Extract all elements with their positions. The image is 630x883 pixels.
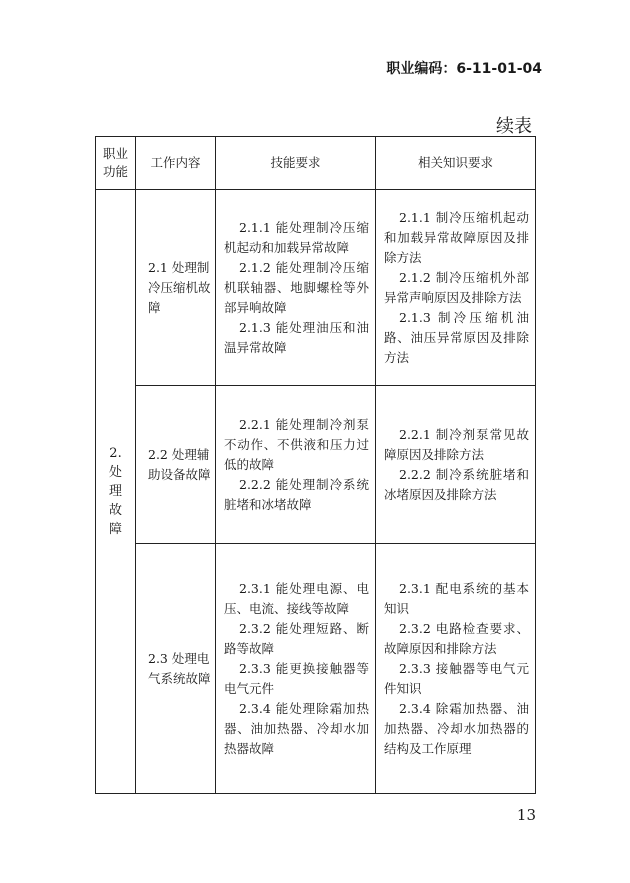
function-cell: [96, 190, 136, 794]
skill-item: 2.1.2 能处理制冷压缩机联轴器、地脚螺栓等外部异响故障: [224, 259, 369, 315]
table-header-row: [96, 137, 536, 190]
page-number: 13: [516, 806, 536, 824]
table-row: [96, 190, 536, 386]
skill-item: 2.1.1 能处理制冷压缩机起动和加载异常故障: [224, 219, 369, 255]
skill-cell: [216, 544, 376, 794]
table-row: [96, 386, 536, 544]
work-cell: 2.2 处理辅助设备故障: [136, 386, 216, 544]
knowledge-item: 2.2.2 制冷系统脏堵和冰堵原因及排除方法: [384, 466, 529, 502]
function-line: 故: [108, 503, 122, 518]
knowledge-item: 2.3.3 接触器等电气元件知识: [384, 660, 529, 696]
skill-cell: [216, 386, 376, 544]
knowledge-cell: [376, 190, 536, 386]
skill-item: 2.3.3 能更换接触器等电气元件: [224, 660, 369, 696]
work-cell: 2.1 处理制冷压缩机故障: [136, 190, 216, 386]
function-line: 障: [108, 522, 122, 537]
skill-item: 2.2.1 能处理制冷剂泵不动作、不供液和压力过低的故障: [224, 416, 369, 472]
occupation-code: 职业编码：6-11-01-04: [386, 61, 542, 77]
work-cell: 2.3 处理电气系统故障: [136, 544, 216, 794]
skill-item: 2.1.3 能处理油压和油温异常故障: [224, 319, 369, 355]
skill-item: 2.3.2 能处理短路、断路等故障: [224, 620, 369, 656]
knowledge-cell: [376, 386, 536, 544]
knowledge-item: 2.3.1 配电系统的基本知识: [384, 580, 529, 616]
skill-item: 2.3.1 能处理电源、电压、电流、接线等故障: [224, 580, 369, 616]
table-row: [96, 544, 536, 794]
skills-table: [95, 136, 536, 794]
header-skill: 技能要求: [216, 137, 376, 190]
function-line: 处: [108, 465, 122, 480]
continued-label: 续表: [496, 116, 532, 137]
knowledge-item: 2.3.2 电路检查要求、故障原因和排除方法: [384, 620, 529, 656]
header-knowledge: 相关知识要求: [376, 137, 536, 190]
knowledge-item: 2.1.2 制冷压缩机外部异常声响原因及排除方法: [384, 269, 529, 305]
skill-item: 2.2.2 能处理制冷系统脏堵和冰堵故障: [224, 476, 369, 512]
skill-item: 2.3.4 能处理除霜加热器、油加热器、冷却水加热器故障: [224, 700, 369, 756]
knowledge-item: 2.1.1 制冷压缩机起动和加载异常故障原因及排除方法: [384, 209, 529, 265]
header-work: 工作内容: [136, 137, 216, 190]
knowledge-item: 2.3.4 除霜加热器、油加热器、冷却水加热器的结构及工作原理: [384, 700, 529, 756]
function-line: 2.: [109, 446, 122, 461]
knowledge-item: 2.1.3 制冷压缩机油路、油压异常原因及排除方法: [384, 309, 529, 365]
knowledge-cell: [376, 544, 536, 794]
function-line: 理: [108, 484, 122, 499]
knowledge-item: 2.2.1 制冷剂泵常见故障原因及排除方法: [384, 426, 529, 462]
header-function: 职业 功能: [96, 137, 136, 190]
skill-cell: [216, 190, 376, 386]
